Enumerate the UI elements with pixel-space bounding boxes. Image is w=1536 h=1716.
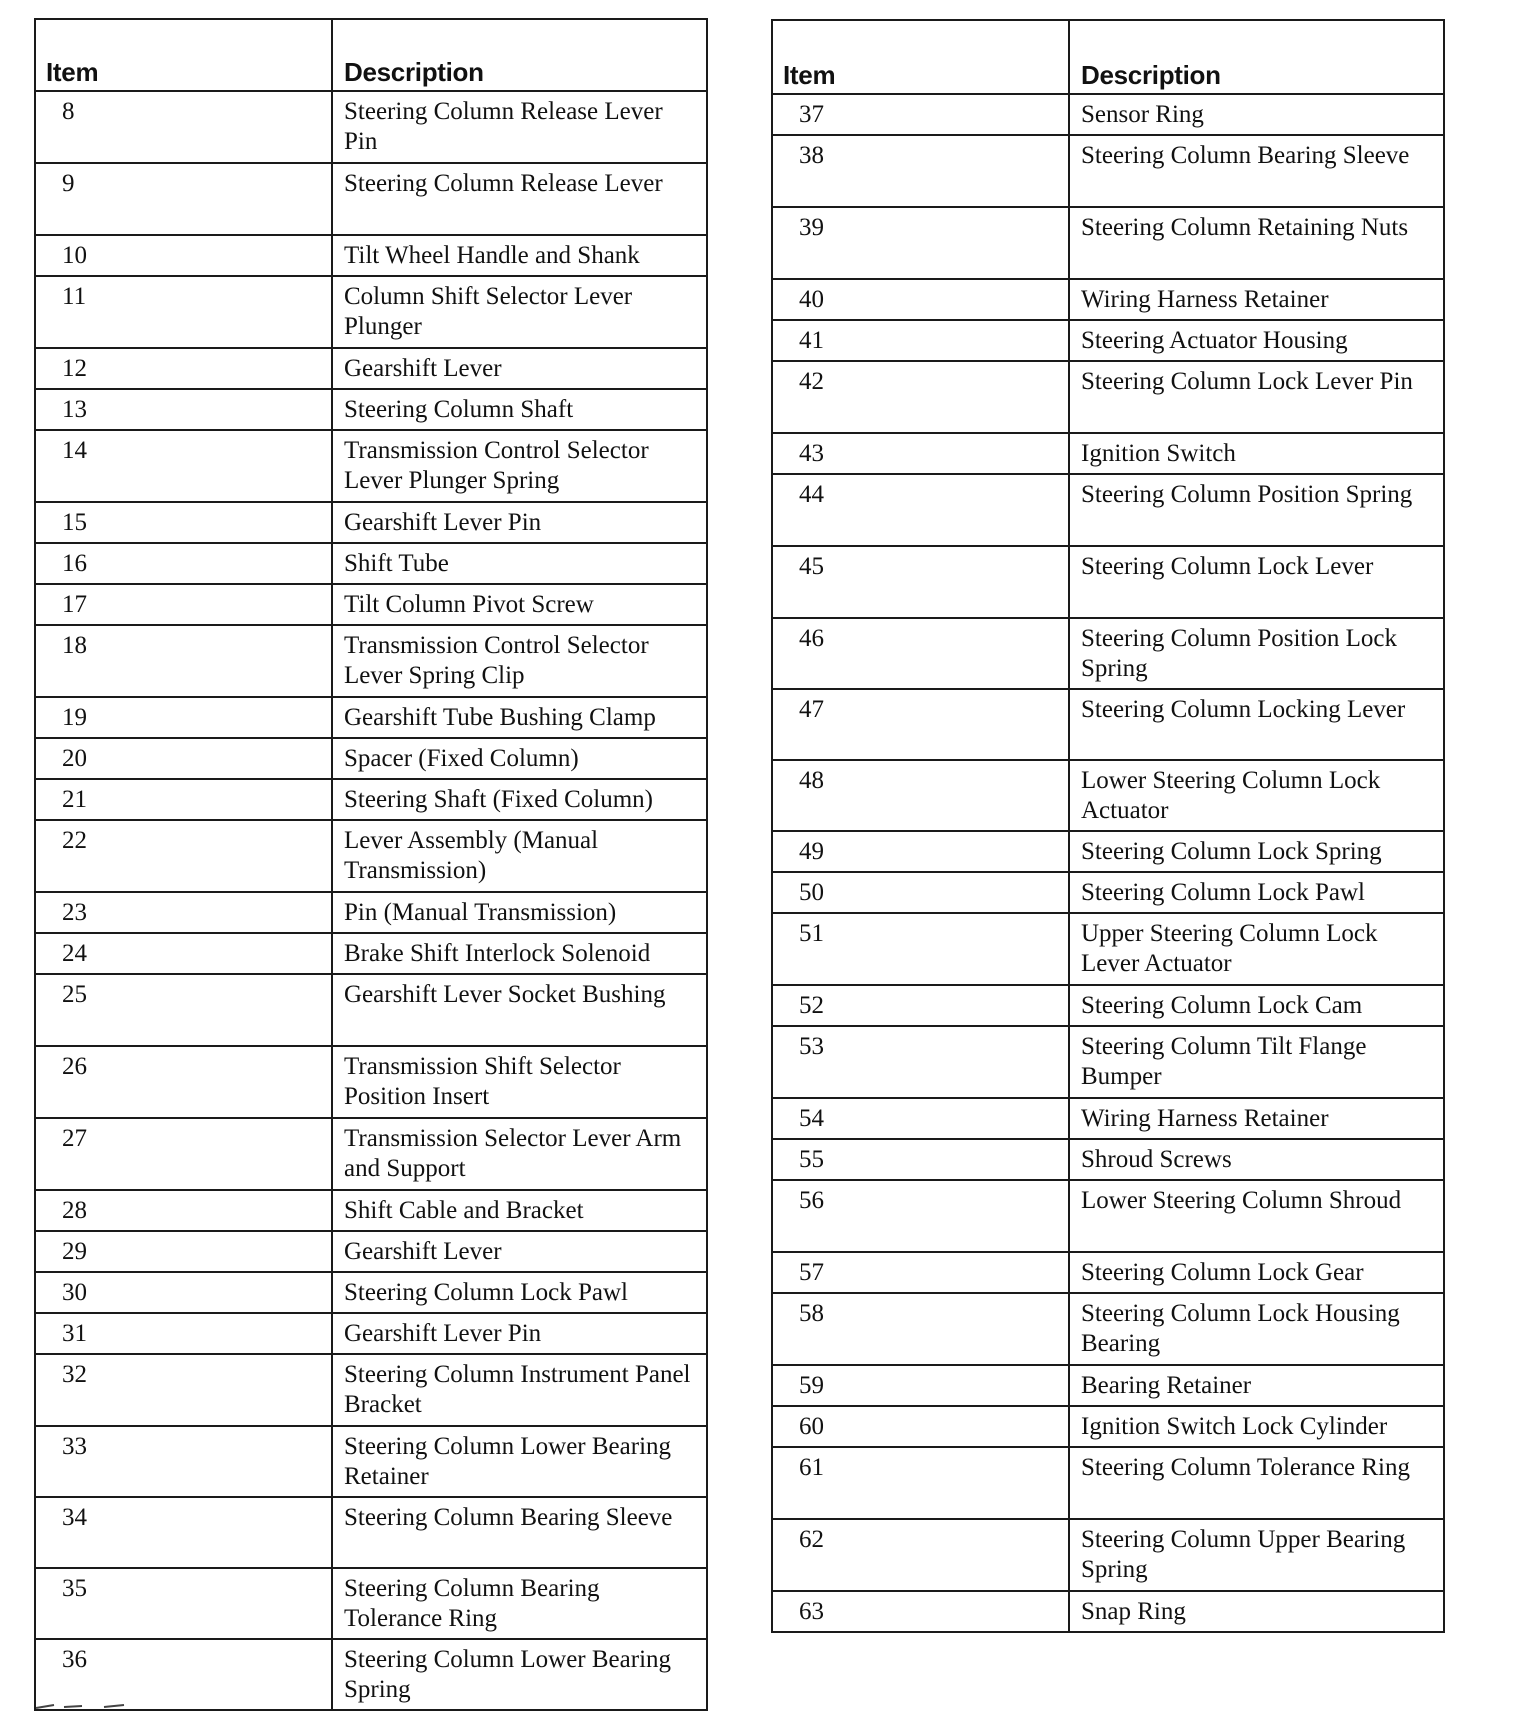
description-cell: Pin (Manual Transmission) [332,892,707,933]
item-number-cell: 9 [35,163,332,235]
description-cell: Ignition Switch Lock Cylinder [1069,1406,1444,1447]
table-row [772,1591,1444,1632]
item-number-cell: 32 [35,1354,332,1426]
item-number-cell: 38 [772,135,1069,207]
item-number-cell: 25 [35,974,332,1046]
table-row [772,1252,1444,1293]
description-cell: Ignition Switch [1069,433,1444,474]
item-number-cell: 50 [772,872,1069,913]
description-cell: Gearshift Lever Pin [332,502,707,543]
item-number-cell: 15 [35,502,332,543]
scan-artifact-mark [34,1702,154,1710]
item-number-cell: 23 [35,892,332,933]
item-number-cell: 35 [35,1568,332,1639]
item-number-cell: 18 [35,625,332,697]
table-row [35,820,707,892]
table-row [772,1026,1444,1098]
item-number-cell: 31 [35,1313,332,1354]
item-number-cell: 33 [35,1426,332,1497]
description-cell: Tilt Wheel Handle and Shank [332,235,707,276]
table-row [772,474,1444,546]
table-row [35,1190,707,1231]
table-row [772,1365,1444,1406]
item-number-cell: 45 [772,546,1069,618]
item-number-cell: 26 [35,1046,332,1118]
table-row [35,1046,707,1118]
item-number-cell: 21 [35,779,332,820]
description-cell: Steering Column Lock Pawl [332,1272,707,1313]
description-cell: Steering Column Locking Lever [1069,689,1444,760]
table-row [35,235,707,276]
table-row [772,618,1444,689]
table-row [35,1639,707,1710]
table-row [35,348,707,389]
item-number-cell: 60 [772,1406,1069,1447]
description-cell: Tilt Column Pivot Screw [332,584,707,625]
table-row [772,872,1444,913]
item-number-cell: 42 [772,361,1069,433]
description-cell: Gearshift Lever [332,1231,707,1272]
table-row [772,135,1444,207]
item-number-cell: 61 [772,1447,1069,1519]
item-number-cell: 63 [772,1591,1069,1632]
description-cell: Steering Column Bearing Sleeve [1069,135,1444,207]
table-row [35,502,707,543]
parts-table-right-body [772,94,1444,1632]
item-number-cell: 55 [772,1139,1069,1180]
item-number-cell: 36 [35,1639,332,1710]
item-number-cell: 43 [772,433,1069,474]
item-number-cell: 62 [772,1519,1069,1591]
item-number-cell: 49 [772,831,1069,872]
item-number-cell: 44 [772,474,1069,546]
description-cell: Steering Column Instrument Panel Bracket [332,1354,707,1426]
description-cell: Wiring Harness Retainer [1069,1098,1444,1139]
table-row [772,1180,1444,1252]
table-row [772,1447,1444,1519]
item-number-cell: 11 [35,276,332,348]
description-cell: Bearing Retainer [1069,1365,1444,1406]
description-cell: Steering Column Lock Cam [1069,985,1444,1026]
table-row [35,1426,707,1497]
description-cell: Upper Steering Column Lock Lever Actuator [1069,913,1444,985]
description-cell: Steering Column Retaining Nuts [1069,207,1444,279]
table-row [772,279,1444,320]
table-row [772,207,1444,279]
item-number-cell: 22 [35,820,332,892]
table-row [35,1568,707,1639]
table-row [35,584,707,625]
table-row [35,625,707,697]
table-header-row [772,20,1444,94]
item-number-cell: 53 [772,1026,1069,1098]
description-cell: Steering Column Tilt Flange Bumper [1069,1026,1444,1098]
description-cell: Steering Column Position Spring [1069,474,1444,546]
table-row [772,1406,1444,1447]
table-row [772,985,1444,1026]
description-cell: Steering Column Lower Bearing Retainer [332,1426,707,1497]
table-row [35,276,707,348]
item-number-cell: 24 [35,933,332,974]
table-row [35,1272,707,1313]
description-cell: Snap Ring [1069,1591,1444,1632]
table-row [35,389,707,430]
table-row [35,543,707,584]
table-row [35,738,707,779]
description-cell: Brake Shift Interlock Solenoid [332,933,707,974]
description-cell: Steering Column Tolerance Ring [1069,1447,1444,1519]
item-number-cell: 59 [772,1365,1069,1406]
description-cell: Lower Steering Column Lock Actuator [1069,760,1444,831]
item-number-cell: 57 [772,1252,1069,1293]
table-row [772,433,1444,474]
description-column-header: Description [1069,20,1444,94]
table-row [35,1313,707,1354]
description-cell: Steering Column Lower Bearing Spring [332,1639,707,1710]
item-number-cell: 13 [35,389,332,430]
item-number-cell: 8 [35,91,332,163]
parts-table-left-body [35,91,707,1710]
item-number-cell: 52 [772,985,1069,1026]
table-row [35,1497,707,1568]
item-number-cell: 19 [35,697,332,738]
description-cell: Shroud Screws [1069,1139,1444,1180]
table-row [35,430,707,502]
table-row [772,320,1444,361]
description-cell: Gearshift Lever Pin [332,1313,707,1354]
table-row [35,779,707,820]
table-row [35,1354,707,1426]
description-cell: Shift Cable and Bracket [332,1190,707,1231]
table-row [772,1293,1444,1365]
item-number-cell: 28 [35,1190,332,1231]
table-row [35,933,707,974]
table-row [35,91,707,163]
table-row [772,689,1444,760]
item-number-cell: 14 [35,430,332,502]
item-number-cell: 20 [35,738,332,779]
description-cell: Steering Column Lock Pawl [1069,872,1444,913]
description-cell: Shift Tube [332,543,707,584]
table-row [772,94,1444,135]
description-cell: Gearshift Lever [332,348,707,389]
table-row [35,974,707,1046]
description-cell: Steering Column Lock Spring [1069,831,1444,872]
item-number-cell: 41 [772,320,1069,361]
description-cell: Transmission Selector Lever Arm and Support [332,1118,707,1190]
table-row [35,1118,707,1190]
description-cell: Steering Actuator Housing [1069,320,1444,361]
table-row [772,1519,1444,1591]
table-header-row [35,19,707,91]
item-number-cell: 39 [772,207,1069,279]
description-cell: Steering Column Shaft [332,389,707,430]
item-number-cell: 54 [772,1098,1069,1139]
parts-table-right [771,19,1445,1633]
item-number-cell: 34 [35,1497,332,1568]
item-number-cell: 58 [772,1293,1069,1365]
item-number-cell: 17 [35,584,332,625]
item-number-cell: 40 [772,279,1069,320]
description-cell: Sensor Ring [1069,94,1444,135]
item-number-cell: 10 [35,235,332,276]
item-number-cell: 48 [772,760,1069,831]
item-number-cell: 30 [35,1272,332,1313]
description-cell: Column Shift Selector Lever Plunger [332,276,707,348]
table-row [35,697,707,738]
parts-table-left [34,18,708,1711]
description-cell: Steering Column Bearing Sleeve [332,1497,707,1568]
description-cell: Steering Column Release Lever Pin [332,91,707,163]
description-column-header: Description [332,19,707,91]
table-row [772,546,1444,618]
description-cell: Steering Column Lock Lever [1069,546,1444,618]
item-number-cell: 27 [35,1118,332,1190]
item-number-cell: 37 [772,94,1069,135]
description-cell: Transmission Control Selector Lever Plunger Spring [332,430,707,502]
description-cell: Steering Column Upper Bearing Spring [1069,1519,1444,1591]
description-cell: Transmission Shift Selector Position Insert [332,1046,707,1118]
description-cell: Steering Column Release Lever [332,163,707,235]
description-cell: Steering Column Lock Lever Pin [1069,361,1444,433]
item-column-header: Item [35,19,332,91]
description-cell: Lower Steering Column Shroud [1069,1180,1444,1252]
table-row [772,361,1444,433]
description-cell: Gearshift Lever Socket Bushing [332,974,707,1046]
description-cell: Steering Column Bearing Tolerance Ring [332,1568,707,1639]
description-cell: Steering Column Lock Gear [1069,1252,1444,1293]
item-number-cell: 29 [35,1231,332,1272]
table-row [35,1231,707,1272]
item-number-cell: 16 [35,543,332,584]
description-cell: Spacer (Fixed Column) [332,738,707,779]
description-cell: Gearshift Tube Bushing Clamp [332,697,707,738]
item-number-cell: 47 [772,689,1069,760]
item-number-cell: 12 [35,348,332,389]
description-cell: Steering Column Position Lock Spring [1069,618,1444,689]
item-number-cell: 51 [772,913,1069,985]
item-number-cell: 56 [772,1180,1069,1252]
description-cell: Lever Assembly (Manual Transmission) [332,820,707,892]
table-row [35,163,707,235]
description-cell: Transmission Control Selector Lever Spring Clip [332,625,707,697]
table-row [772,831,1444,872]
description-cell: Wiring Harness Retainer [1069,279,1444,320]
table-row [772,913,1444,985]
table-row [35,892,707,933]
table-row [772,760,1444,831]
item-number-cell: 46 [772,618,1069,689]
table-row [772,1139,1444,1180]
description-cell: Steering Column Lock Housing Bearing [1069,1293,1444,1365]
description-cell: Steering Shaft (Fixed Column) [332,779,707,820]
item-column-header: Item [772,20,1069,94]
table-row [772,1098,1444,1139]
